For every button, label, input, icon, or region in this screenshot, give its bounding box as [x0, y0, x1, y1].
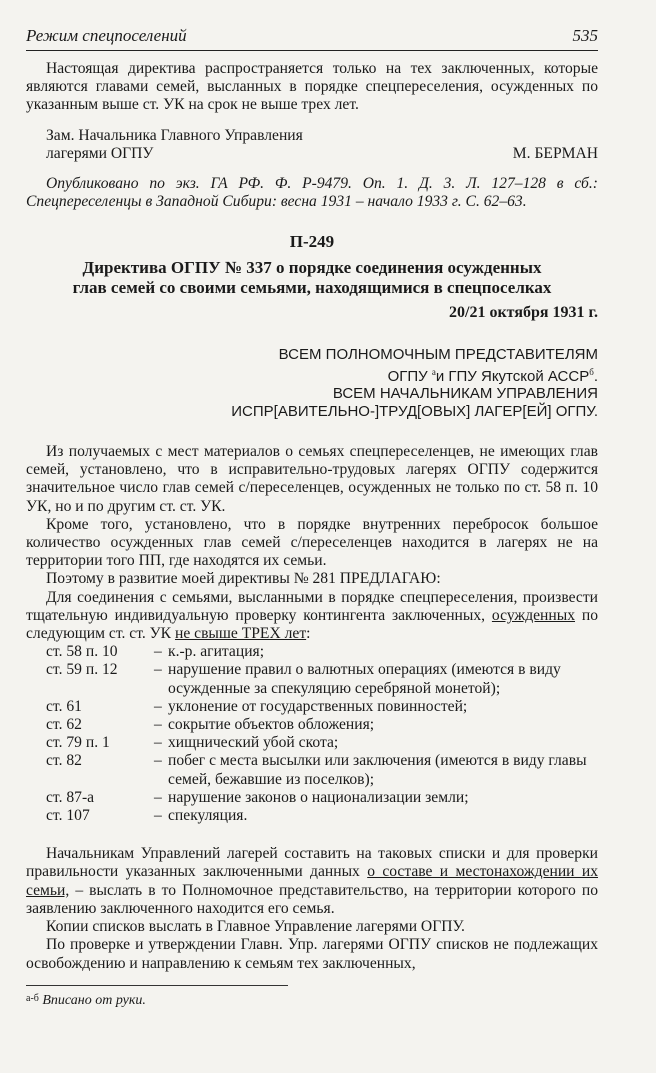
- article-description: к.-р. агитация;: [168, 643, 265, 661]
- paragraph-7: По проверке и утверждении Главн. Упр. лагерями ОГПУ списков не подлежащих освобождению и направлению к семьям тех заключенных,: [26, 936, 598, 972]
- signature-name: М. БЕРМАН: [512, 144, 598, 162]
- article-row: [46, 789, 598, 807]
- intro-paragraph: Настоящая директива распространяется только на тех заключенных, которые являются главами семей, высланных в порядке спецпереселения, осужденных по указанным выше ст. УК на срок не выше трех лет.: [26, 60, 598, 114]
- article-row: [46, 752, 598, 788]
- footnote-text: Вписано от руки.: [38, 993, 146, 1008]
- article-row: [46, 698, 598, 716]
- footnote-rule: [26, 985, 288, 986]
- article-row: [46, 661, 598, 697]
- article-row: [46, 734, 598, 752]
- paragraph-4: [26, 589, 598, 644]
- article-dash: –: [154, 697, 162, 715]
- document-title-line2: глав семей со своими семьями, находящимися в спецпоселках: [72, 277, 552, 297]
- article-description: побег с места высылки или заключения (имеются в виду главы семей, бежавшие из поселков);: [168, 752, 587, 788]
- paragraph-2: Кроме того, установлено, что в порядке внутренних переброcок большое количество осужденных глав семей с/переселенцев находится в лагерях не на территории того ПП, где находятся их семьи.: [26, 515, 598, 570]
- document-number: П-249: [289, 232, 335, 252]
- addressee-line3: ВСЕМ НАЧАЛЬНИКАМ УПРАВЛЕНИЯ: [332, 385, 598, 403]
- article-dash: –: [154, 643, 162, 661]
- article-number: ст. 62: [46, 716, 82, 734]
- article-number: ст. 82: [46, 752, 82, 770]
- article-dash: –: [154, 752, 162, 770]
- article-description: нарушение законов о национализации земли;: [168, 788, 469, 806]
- signature-title-line2: лагерями ОГПУ: [46, 144, 154, 162]
- paragraph-6: Копии списков выслать в Главное Управление лагерями ОГПУ.: [46, 918, 465, 936]
- article-description: сокрытие объектов обложения;: [168, 716, 375, 734]
- running-title: Режим спецпоселений: [26, 26, 187, 45]
- article-dash: –: [154, 807, 162, 825]
- paragraph-4-text-a: Для соединения с семьями, высланными в порядке спецпереселения, произвести тщательную индивидуальную проверку контингента заключенных,: [26, 588, 598, 624]
- article-description: уклонение от государственных повинностей;: [168, 697, 468, 715]
- page-body: [26, 60, 598, 973]
- article-number: ст. 58 п. 10: [46, 643, 118, 661]
- running-header: [26, 26, 598, 46]
- paragraph-4-underlined-2: не свыше ТРЕХ лет: [174, 625, 307, 643]
- article-dash: –: [154, 734, 162, 752]
- article-dash: –: [154, 661, 162, 679]
- article-description: спекуляция.: [168, 807, 248, 825]
- footnote: [26, 993, 146, 1009]
- article-number: ст. 87-а: [46, 788, 95, 806]
- document-title-line1: Директива ОГПУ № 337 о порядке соединения осужденных: [82, 257, 542, 277]
- paragraph-1: Из получаемых с мест материалов о семьях спецпереселенцев, не имеющих глав семей, установлено, что в исправительно-трудовых лагерях ОГПУ содержится значительное число глав семей с/переселенцев, осужденных не только по ст. 58 п. 10 УК, но и по другим ст. ст. УК.: [26, 443, 598, 515]
- articles-list: [46, 643, 598, 825]
- document-date: 20/21 октября 1931 г.: [449, 303, 598, 321]
- paragraph-5-text-a: Начальникам Управлений лагерей составить на таковых списки и для проверки правильности указанных заключенными данных: [26, 845, 598, 881]
- footnote-mark-b: б: [589, 366, 594, 377]
- paragraph-4-underlined-1: осужденных: [491, 606, 576, 624]
- footnote-mark-a: а: [431, 366, 436, 377]
- signature-block: [26, 127, 598, 163]
- page-number: 535: [572, 26, 598, 45]
- footnote-mark: а-б: [26, 993, 39, 1004]
- signature-title-line1: Зам. Начальника Главного Управления: [46, 126, 303, 144]
- addressee-line1: ВСЕМ ПОЛНОМОЧНЫМ ПРЕДСТАВИТЕЛЯМ: [278, 345, 598, 363]
- article-row: [46, 716, 598, 734]
- paragraph-5-text-b: – выслать в то Полномочное представительство, на территории которого по заявлению заключенного находится его семья.: [26, 881, 598, 917]
- article-description: хищнический убой скота;: [168, 734, 339, 752]
- addressee-block: [26, 346, 598, 421]
- paragraph-5: [26, 845, 598, 918]
- addressee-line2-c: .: [593, 367, 598, 385]
- addressee-line4: ИСПР[АВИТЕЛЬНО-]ТРУД[ОВЫХ] ЛАГЕР[ЕЙ] ОГПУ.: [231, 403, 598, 421]
- article-row: [46, 643, 598, 661]
- source-note: Опубликовано по экз. ГА РФ. Ф. Р-9479. Оп. 1. Д. 3. Л. 127–128 в сб.: Спецпереселенцы в Западной Сибири: весна 1931 – начало 1933 г. С. 62–63.: [26, 175, 598, 211]
- paragraph-4-text-c: :: [306, 625, 311, 643]
- document-title: [26, 258, 598, 298]
- header-rule: [26, 50, 598, 51]
- addressee-line2-b: и ГПУ Якутской АССР: [435, 367, 590, 385]
- paragraph-3: Поэтому в развитие моей директивы № 281 ПРЕДЛАГАЮ:: [46, 570, 441, 588]
- article-row: [46, 807, 598, 825]
- article-number: ст. 79 п. 1: [46, 734, 110, 752]
- article-dash: –: [154, 716, 162, 734]
- addressee-line2: [26, 364, 598, 386]
- addressee-line2-a: ОГПУ: [387, 367, 432, 385]
- article-number: ст. 59 п. 12: [46, 661, 118, 679]
- article-description: нарушение правил о валютных операциях (имеются в виду осужденные за спекуляцию серебряной монетой);: [168, 661, 561, 697]
- paragraph-5-underlined: о составе и местонахождении их семьи,: [26, 863, 599, 899]
- article-number: ст. 107: [46, 807, 90, 825]
- directive-text: [26, 443, 598, 973]
- paragraph-4-text-b: по следующим ст. ст. УК: [26, 606, 598, 643]
- article-number: ст. 61: [46, 697, 82, 715]
- article-dash: –: [154, 788, 162, 806]
